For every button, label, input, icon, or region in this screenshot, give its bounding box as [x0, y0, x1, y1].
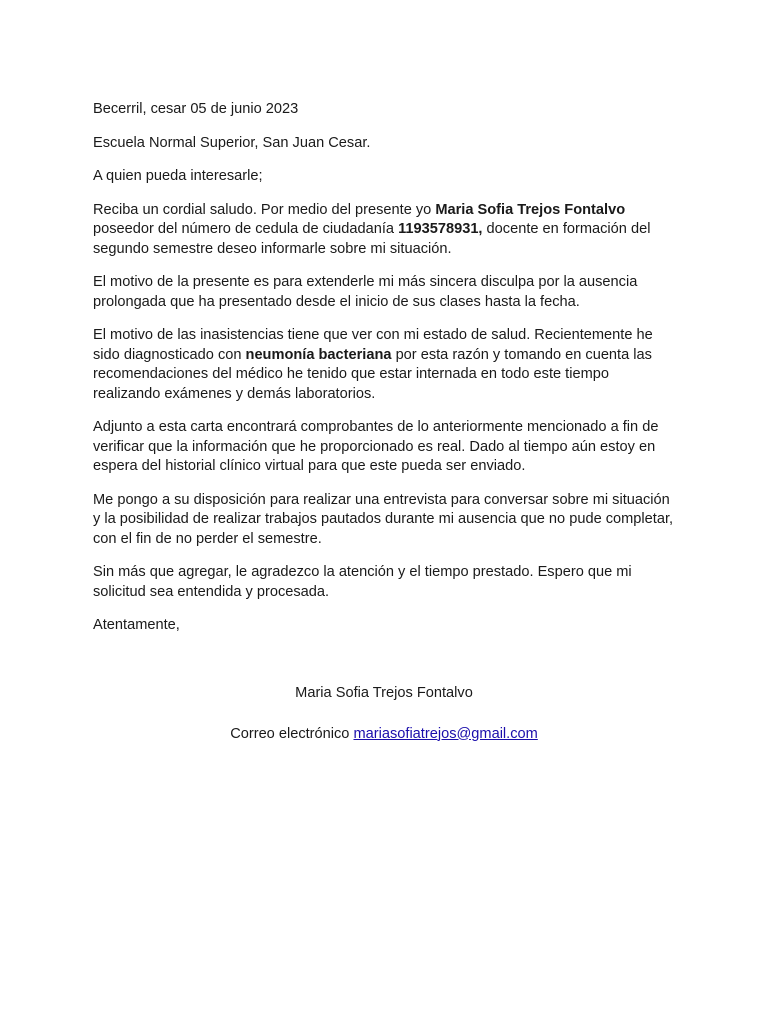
health-text-start: El motivo de las inasistencias tiene que ver con mi estado de salud. Recientemente he sido diagnosticado con [93, 327, 653, 363]
paragraph-attachments: Adjunto a esta carta encontrará comprobantes de lo anteriormente mencionado a fin de verificar que la información que he proporcionado es real. Dado al tiempo aún estoy en espera del historial clínico virtual para que este pueda ser enviado. [93, 419, 659, 474]
email-label: Correo electrónico [230, 725, 354, 742]
paragraph-apology: El motivo de la presente es para extenderle mi más sincera disculpa por la ausencia prolongada que ha presentado desde el inicio de sus clases hasta la fecha. [93, 274, 638, 310]
intro-text-middle: poseedor del número de cedula de ciudadanía [93, 221, 399, 237]
id-number-bold: 1193578931, [398, 221, 483, 237]
paragraph-thanks: Sin más que agregar, le agradezco la atención y el tiempo prestado. Espero que mi solicitud sea entendida y procesada. [93, 564, 632, 600]
closing: Atentamente, [93, 617, 180, 633]
paragraph-availability: Me pongo a su disposición para realizar una entrevista para conversar sobre mi situación y la posibilidad de realizar trabajos pautados durante mi ausencia que no pude completar, con el fin de no perder el semestre. [93, 491, 674, 547]
email-link[interactable]: mariasofiatrejos@gmail.com [353, 725, 538, 742]
diagnosis-bold: neumonía bacteriana [245, 346, 392, 363]
intro-text-end: docente en formación del segundo semestre deseo informarle sobre mi situación. [93, 221, 651, 257]
signature-block [0, 684, 768, 744]
salutation: A quien pueda interesarle; [93, 168, 263, 184]
paragraph-health [93, 326, 675, 404]
intro-text-start: Reciba un cordial saludo. Por medio del presente yo [93, 201, 436, 218]
recipient: Escuela Normal Superior, San Juan Cesar. [93, 134, 371, 151]
letter-body [93, 100, 675, 650]
place-date: Becerril, cesar 05 de junio 2023 [93, 101, 299, 117]
signature-email-line [0, 725, 768, 745]
paragraph-introduction [93, 201, 675, 260]
health-text-end: por esta razón y tomando en cuenta las recomendaciones del médico he tenido que estar internada en todo este tiempo realizando exámenes y demás laboratorios. [93, 346, 652, 402]
sender-name-bold: Maria Sofia Trejos Fontalvo [435, 201, 626, 218]
signature-name: Maria Sofia Trejos Fontalvo [295, 685, 473, 701]
